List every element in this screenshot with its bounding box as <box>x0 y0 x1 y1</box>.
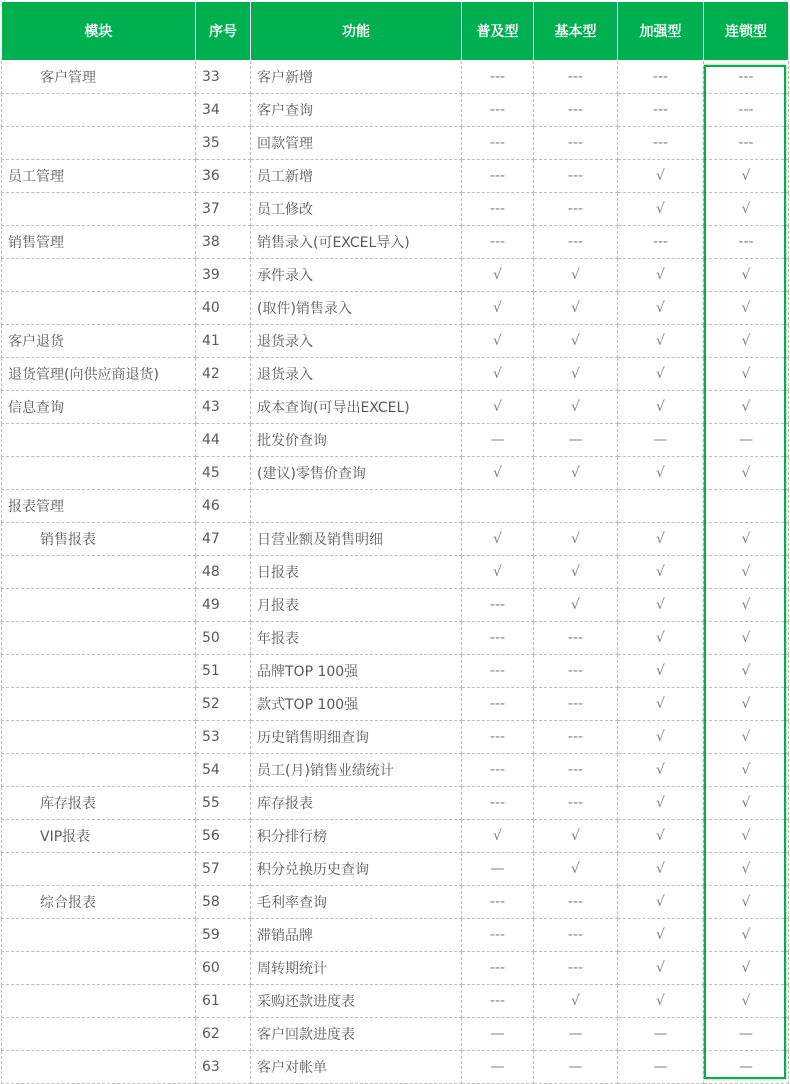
seq-cell: 56 <box>196 820 251 853</box>
chain-edition-cell: √ <box>704 325 789 358</box>
seq-cell: 34 <box>196 94 251 127</box>
chain-edition-cell: √ <box>704 622 789 655</box>
table-row <box>2 193 789 226</box>
enhanced-edition-cell: √ <box>618 622 704 655</box>
seq-cell: 44 <box>196 424 251 457</box>
module-cell <box>2 94 196 127</box>
module-cell <box>2 556 196 589</box>
seq-cell: 46 <box>196 490 251 523</box>
table-row <box>2 94 789 127</box>
basic-edition-cell: √ <box>462 523 534 556</box>
module-cell <box>2 457 196 490</box>
chain-edition-cell: --- <box>704 94 789 127</box>
function-cell: 库存报表 <box>251 787 462 820</box>
function-cell: (建议)零售价查询 <box>251 457 462 490</box>
function-cell: 日报表 <box>251 556 462 589</box>
enhanced-edition-cell: √ <box>618 556 704 589</box>
seq-cell: 39 <box>196 259 251 292</box>
basic-edition-cell: --- <box>462 127 534 160</box>
enhanced-edition-cell: — <box>618 1018 704 1051</box>
basic-edition-cell: — <box>462 1051 534 1084</box>
standard-edition-cell: √ <box>534 457 618 490</box>
standard-edition-cell: √ <box>534 556 618 589</box>
chain-edition-cell: — <box>704 1018 789 1051</box>
chain-edition-cell: √ <box>704 589 789 622</box>
enhanced-edition-cell: --- <box>618 61 704 94</box>
basic-edition-cell: √ <box>462 457 534 490</box>
basic-edition-cell: √ <box>462 391 534 424</box>
standard-edition-cell: --- <box>534 886 618 919</box>
function-cell: 品牌TOP 100强 <box>251 655 462 688</box>
seq-cell: 42 <box>196 358 251 391</box>
module-cell <box>2 952 196 985</box>
enhanced-edition-cell: √ <box>618 688 704 721</box>
standard-edition-cell: --- <box>534 787 618 820</box>
standard-edition-cell: --- <box>534 721 618 754</box>
chain-edition-cell: √ <box>704 358 789 391</box>
standard-edition-cell: √ <box>534 358 618 391</box>
standard-edition-cell: --- <box>534 622 618 655</box>
basic-edition-cell: --- <box>462 754 534 787</box>
module-cell: 销售报表 <box>2 523 196 556</box>
table-row <box>2 292 789 325</box>
basic-edition-cell: — <box>462 424 534 457</box>
module-cell: 销售管理 <box>2 226 196 259</box>
enhanced-edition-cell: √ <box>618 457 704 490</box>
basic-edition-cell: --- <box>462 985 534 1018</box>
table-row <box>2 721 789 754</box>
seq-cell: 36 <box>196 160 251 193</box>
module-cell <box>2 259 196 292</box>
basic-edition-cell: √ <box>462 259 534 292</box>
function-cell: 年报表 <box>251 622 462 655</box>
standard-edition-cell: — <box>534 1018 618 1051</box>
table-row <box>2 886 789 919</box>
standard-edition-cell: — <box>534 424 618 457</box>
seq-cell: 40 <box>196 292 251 325</box>
standard-edition-cell: --- <box>534 688 618 721</box>
seq-cell: 45 <box>196 457 251 490</box>
chain-edition-cell: √ <box>704 721 789 754</box>
basic-edition-cell <box>462 490 534 523</box>
module-cell <box>2 622 196 655</box>
seq-cell: 47 <box>196 523 251 556</box>
function-cell: 积分排行榜 <box>251 820 462 853</box>
table-row <box>2 490 789 523</box>
seq-cell: 63 <box>196 1051 251 1084</box>
table-row <box>2 61 789 94</box>
basic-edition-cell: --- <box>462 919 534 952</box>
enhanced-edition-cell: √ <box>618 358 704 391</box>
table-row <box>2 820 789 853</box>
enhanced-edition-cell: √ <box>618 292 704 325</box>
table-row <box>2 754 789 787</box>
function-cell: 日营业额及销售明细 <box>251 523 462 556</box>
chain-edition-cell: --- <box>704 226 789 259</box>
table-row <box>2 985 789 1018</box>
table-row <box>2 556 789 589</box>
header-enhanced-edition: 加强型 <box>618 2 704 61</box>
enhanced-edition-cell <box>618 490 704 523</box>
table-row <box>2 787 789 820</box>
table-row <box>2 127 789 160</box>
standard-edition-cell: √ <box>534 391 618 424</box>
module-cell: 信息查询 <box>2 391 196 424</box>
seq-cell: 53 <box>196 721 251 754</box>
table-row <box>2 226 789 259</box>
module-cell <box>2 853 196 886</box>
header-row <box>2 2 789 61</box>
module-cell <box>2 655 196 688</box>
enhanced-edition-cell: √ <box>618 787 704 820</box>
enhanced-edition-cell: √ <box>618 820 704 853</box>
seq-cell: 58 <box>196 886 251 919</box>
function-cell: 毛利率查询 <box>251 886 462 919</box>
standard-edition-cell: √ <box>534 325 618 358</box>
module-cell <box>2 127 196 160</box>
module-cell <box>2 919 196 952</box>
enhanced-edition-cell: √ <box>618 325 704 358</box>
enhanced-edition-cell: √ <box>618 589 704 622</box>
basic-edition-cell: — <box>462 1018 534 1051</box>
basic-edition-cell: --- <box>462 721 534 754</box>
seq-cell: 59 <box>196 919 251 952</box>
feature-table <box>1 1 789 1084</box>
enhanced-edition-cell: — <box>618 424 704 457</box>
basic-edition-cell: --- <box>462 61 534 94</box>
basic-edition-cell: √ <box>462 556 534 589</box>
table-row <box>2 358 789 391</box>
enhanced-edition-cell: √ <box>618 754 704 787</box>
basic-edition-cell: --- <box>462 160 534 193</box>
chain-edition-cell: √ <box>704 919 789 952</box>
seq-cell: 35 <box>196 127 251 160</box>
module-cell <box>2 985 196 1018</box>
seq-cell: 49 <box>196 589 251 622</box>
seq-cell: 41 <box>196 325 251 358</box>
function-cell: 采购还款进度表 <box>251 985 462 1018</box>
chain-edition-cell: √ <box>704 160 789 193</box>
module-cell: 库存报表 <box>2 787 196 820</box>
standard-edition-cell: √ <box>534 523 618 556</box>
function-cell: 员工(月)销售业绩统计 <box>251 754 462 787</box>
module-cell <box>2 721 196 754</box>
chain-edition-cell: √ <box>704 457 789 490</box>
function-cell: (取件)销售录入 <box>251 292 462 325</box>
standard-edition-cell: --- <box>534 94 618 127</box>
basic-edition-cell: --- <box>462 193 534 226</box>
function-cell: 销售录入(可EXCEL导入) <box>251 226 462 259</box>
enhanced-edition-cell: √ <box>618 523 704 556</box>
module-cell: 报表管理 <box>2 490 196 523</box>
seq-cell: 60 <box>196 952 251 985</box>
table-row <box>2 457 789 490</box>
standard-edition-cell: √ <box>534 292 618 325</box>
standard-edition-cell: --- <box>534 127 618 160</box>
chain-edition-cell: √ <box>704 754 789 787</box>
function-cell: 款式TOP 100强 <box>251 688 462 721</box>
table-row <box>2 1051 789 1084</box>
function-cell: 承件录入 <box>251 259 462 292</box>
basic-edition-cell: --- <box>462 688 534 721</box>
function-cell: 月报表 <box>251 589 462 622</box>
chain-edition-cell: √ <box>704 688 789 721</box>
standard-edition-cell <box>534 490 618 523</box>
table-row <box>2 853 789 886</box>
basic-edition-cell: √ <box>462 820 534 853</box>
chain-edition-cell: --- <box>704 61 789 94</box>
basic-edition-cell: --- <box>462 226 534 259</box>
table-row <box>2 589 789 622</box>
header-chain-edition: 连锁型 <box>704 2 789 61</box>
table-row <box>2 919 789 952</box>
table-row <box>2 424 789 457</box>
standard-edition-cell: --- <box>534 919 618 952</box>
seq-cell: 57 <box>196 853 251 886</box>
module-cell: VIP报表 <box>2 820 196 853</box>
enhanced-edition-cell: --- <box>618 94 704 127</box>
module-cell <box>2 292 196 325</box>
chain-edition-cell: √ <box>704 523 789 556</box>
table-row <box>2 655 789 688</box>
function-cell: 积分兑换历史查询 <box>251 853 462 886</box>
seq-cell: 55 <box>196 787 251 820</box>
chain-edition-cell: √ <box>704 655 789 688</box>
chain-edition-cell: — <box>704 1051 789 1084</box>
enhanced-edition-cell: √ <box>618 259 704 292</box>
function-cell: 批发价查询 <box>251 424 462 457</box>
chain-edition-cell: √ <box>704 820 789 853</box>
function-cell: 客户新增 <box>251 61 462 94</box>
seq-cell: 54 <box>196 754 251 787</box>
chain-edition-cell: — <box>704 424 789 457</box>
enhanced-edition-cell: √ <box>618 193 704 226</box>
module-cell <box>2 589 196 622</box>
seq-cell: 43 <box>196 391 251 424</box>
standard-edition-cell: --- <box>534 193 618 226</box>
function-cell: 客户查询 <box>251 94 462 127</box>
module-cell <box>2 754 196 787</box>
enhanced-edition-cell: √ <box>618 721 704 754</box>
enhanced-edition-cell: √ <box>618 919 704 952</box>
table-row <box>2 259 789 292</box>
chain-edition-cell: √ <box>704 391 789 424</box>
function-cell: 客户对帐单 <box>251 1051 462 1084</box>
standard-edition-cell: --- <box>534 754 618 787</box>
basic-edition-cell: --- <box>462 886 534 919</box>
enhanced-edition-cell: --- <box>618 226 704 259</box>
standard-edition-cell: --- <box>534 61 618 94</box>
enhanced-edition-cell: √ <box>618 160 704 193</box>
standard-edition-cell: --- <box>534 952 618 985</box>
module-cell <box>2 193 196 226</box>
basic-edition-cell: — <box>462 853 534 886</box>
table-row <box>2 523 789 556</box>
enhanced-edition-cell: — <box>618 1051 704 1084</box>
chain-edition-cell: √ <box>704 556 789 589</box>
function-cell: 回款管理 <box>251 127 462 160</box>
header-basic-edition: 普及型 <box>462 2 534 61</box>
module-cell <box>2 688 196 721</box>
chain-edition-cell: √ <box>704 259 789 292</box>
enhanced-edition-cell: √ <box>618 391 704 424</box>
function-cell: 员工新增 <box>251 160 462 193</box>
module-cell: 综合报表 <box>2 886 196 919</box>
seq-cell: 50 <box>196 622 251 655</box>
standard-edition-cell: √ <box>534 985 618 1018</box>
header-standard-edition: 基本型 <box>534 2 618 61</box>
function-cell: 客户回款进度表 <box>251 1018 462 1051</box>
module-cell: 客户退货 <box>2 325 196 358</box>
module-cell <box>2 424 196 457</box>
table-row <box>2 622 789 655</box>
enhanced-edition-cell: √ <box>618 655 704 688</box>
chain-edition-cell: √ <box>704 886 789 919</box>
basic-edition-cell: √ <box>462 358 534 391</box>
table-row <box>2 160 789 193</box>
seq-cell: 51 <box>196 655 251 688</box>
function-cell <box>251 490 462 523</box>
basic-edition-cell: --- <box>462 94 534 127</box>
chain-edition-cell: --- <box>704 127 789 160</box>
table-row <box>2 952 789 985</box>
basic-edition-cell: --- <box>462 787 534 820</box>
header-function: 功能 <box>251 2 462 61</box>
seq-cell: 62 <box>196 1018 251 1051</box>
standard-edition-cell: --- <box>534 160 618 193</box>
enhanced-edition-cell: √ <box>618 985 704 1018</box>
seq-cell: 33 <box>196 61 251 94</box>
enhanced-edition-cell: √ <box>618 952 704 985</box>
function-cell: 成本查询(可导出EXCEL) <box>251 391 462 424</box>
module-cell: 客户管理 <box>2 61 196 94</box>
chain-edition-cell: √ <box>704 787 789 820</box>
function-cell: 周转期统计 <box>251 952 462 985</box>
function-cell: 历史销售明细查询 <box>251 721 462 754</box>
header-module: 模块 <box>2 2 196 61</box>
function-cell: 员工修改 <box>251 193 462 226</box>
enhanced-edition-cell: √ <box>618 853 704 886</box>
basic-edition-cell: --- <box>462 952 534 985</box>
chain-edition-cell: √ <box>704 952 789 985</box>
module-cell <box>2 1018 196 1051</box>
enhanced-edition-cell: √ <box>618 886 704 919</box>
standard-edition-cell: --- <box>534 226 618 259</box>
seq-cell: 48 <box>196 556 251 589</box>
basic-edition-cell: --- <box>462 622 534 655</box>
basic-edition-cell: --- <box>462 589 534 622</box>
module-cell: 退货管理(向供应商退货) <box>2 358 196 391</box>
table-row <box>2 688 789 721</box>
chain-edition-cell <box>704 490 789 523</box>
chain-edition-cell: √ <box>704 853 789 886</box>
header-seq: 序号 <box>196 2 251 61</box>
basic-edition-cell: --- <box>462 655 534 688</box>
standard-edition-cell: √ <box>534 259 618 292</box>
table-row <box>2 325 789 358</box>
table-row <box>2 1018 789 1051</box>
enhanced-edition-cell: --- <box>618 127 704 160</box>
standard-edition-cell: --- <box>534 655 618 688</box>
chain-edition-cell: √ <box>704 985 789 1018</box>
standard-edition-cell: √ <box>534 853 618 886</box>
function-cell: 退货录入 <box>251 358 462 391</box>
basic-edition-cell: √ <box>462 292 534 325</box>
module-cell <box>2 1051 196 1084</box>
chain-edition-cell: √ <box>704 292 789 325</box>
standard-edition-cell: — <box>534 1051 618 1084</box>
seq-cell: 52 <box>196 688 251 721</box>
standard-edition-cell: √ <box>534 820 618 853</box>
basic-edition-cell: √ <box>462 325 534 358</box>
function-cell: 滞销品牌 <box>251 919 462 952</box>
seq-cell: 38 <box>196 226 251 259</box>
standard-edition-cell: √ <box>534 589 618 622</box>
table-row <box>2 391 789 424</box>
chain-edition-cell: √ <box>704 193 789 226</box>
seq-cell: 37 <box>196 193 251 226</box>
module-cell: 员工管理 <box>2 160 196 193</box>
function-cell: 退货录入 <box>251 325 462 358</box>
seq-cell: 61 <box>196 985 251 1018</box>
